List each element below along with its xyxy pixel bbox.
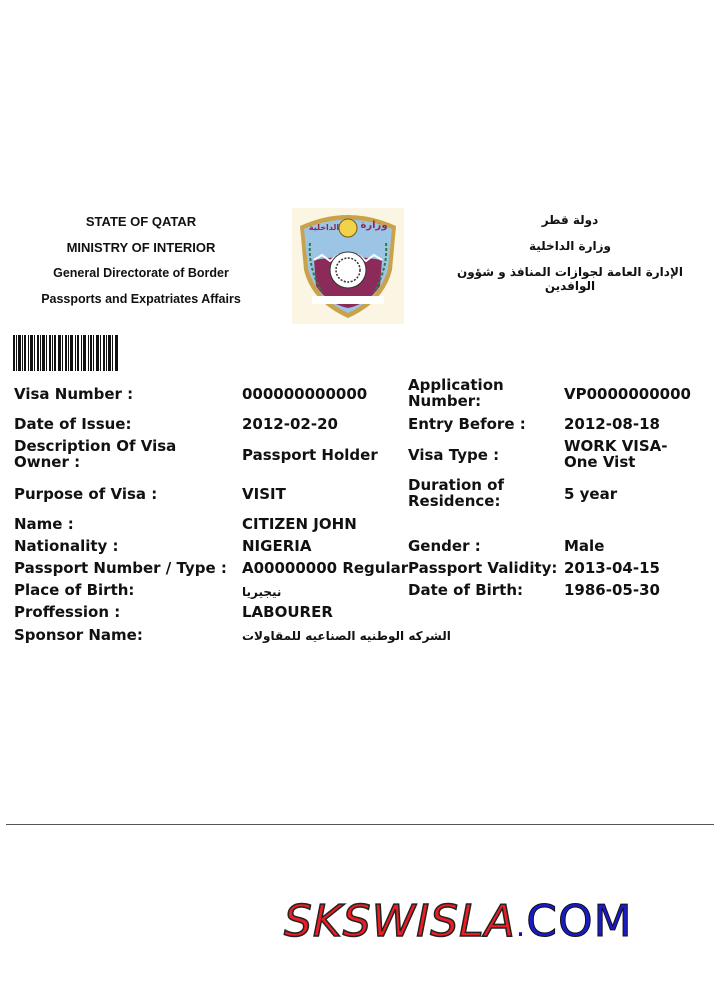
watermark-part2: COM (526, 896, 633, 947)
sponsor-name-value: الشركه الوطنيه الصناعيه للمقاولات (242, 629, 451, 643)
duration-of-residence-value: 5 year (564, 485, 618, 503)
date-of-issue-value: 2012-02-20 (242, 415, 338, 433)
header-ministry-arabic: وزارة الداخلية (528, 239, 612, 253)
application-number-label: Application Number: (408, 376, 504, 410)
profession-value: LABOURER (242, 603, 333, 621)
gender-value: Male (564, 537, 605, 555)
profession-label: Proffession : (14, 603, 121, 621)
duration-of-residence-label: Duration of Residence: (408, 476, 504, 510)
header-directorate: General Directorate of Border (53, 266, 229, 280)
ministry-emblem-icon (292, 208, 404, 324)
date-of-birth-value: 1986-05-30 (564, 581, 660, 599)
header-ministry: MINISTRY OF INTERIOR (66, 240, 216, 255)
divider-line (6, 824, 714, 825)
visa-type-value: WORK VISA- One Vist (564, 437, 668, 471)
visa-number-value: 000000000000 (242, 385, 368, 403)
sponsor-name-label: Sponsor Name: (14, 626, 143, 644)
gender-label: Gender : (408, 537, 481, 555)
place-of-birth-value: نيجيريا (242, 585, 282, 599)
watermark-logo (284, 892, 633, 957)
barcode (13, 335, 119, 371)
purpose-of-visa-label: Purpose of Visa : (14, 485, 158, 503)
application-number-value: VP0000000000 (564, 385, 691, 403)
header-state-arabic: دولة قطر (541, 213, 599, 227)
header-state: STATE OF QATAR (85, 214, 197, 229)
nationality-label: Nationality : (14, 537, 119, 555)
watermark-dot: . (515, 909, 527, 944)
date-of-issue-label: Date of Issue: (14, 415, 132, 433)
visa-number-label: Visa Number : (14, 385, 134, 403)
name-label: Name : (14, 515, 74, 533)
date-of-birth-label: Date of Birth: (408, 581, 524, 599)
description-of-visa-owner-label: Description Of Visa Owner : (14, 437, 177, 471)
entry-before-label: Entry Before : (408, 415, 526, 433)
header-directorate-arabic: الإدارة العامة لجوازات المنافذ و شؤون الوافدين (456, 265, 684, 293)
passport-validity-label: Passport Validity: (408, 559, 558, 577)
place-of-birth-label: Place of Birth: (14, 581, 135, 599)
purpose-of-visa-value: VISIT (242, 485, 286, 503)
description-of-visa-owner-value: Passport Holder (242, 446, 378, 464)
svg-text:وزارة: وزارة (360, 220, 388, 231)
entry-before-value: 2012-08-18 (564, 415, 660, 433)
header-department: Passports and Expatriates Affairs (41, 292, 241, 306)
watermark-part1: SKSWISLA (284, 896, 516, 947)
svg-text:الداخلية: الداخلية (308, 223, 340, 232)
nationality-value: NIGERIA (242, 537, 312, 555)
passport-number-type-label: Passport Number / Type : (14, 559, 227, 577)
name-value: CITIZEN JOHN (242, 515, 357, 533)
visa-type-label: Visa Type : (408, 446, 500, 464)
passport-validity-value: 2013-04-15 (564, 559, 660, 577)
passport-number-type-value: A00000000 Regular (242, 559, 409, 577)
